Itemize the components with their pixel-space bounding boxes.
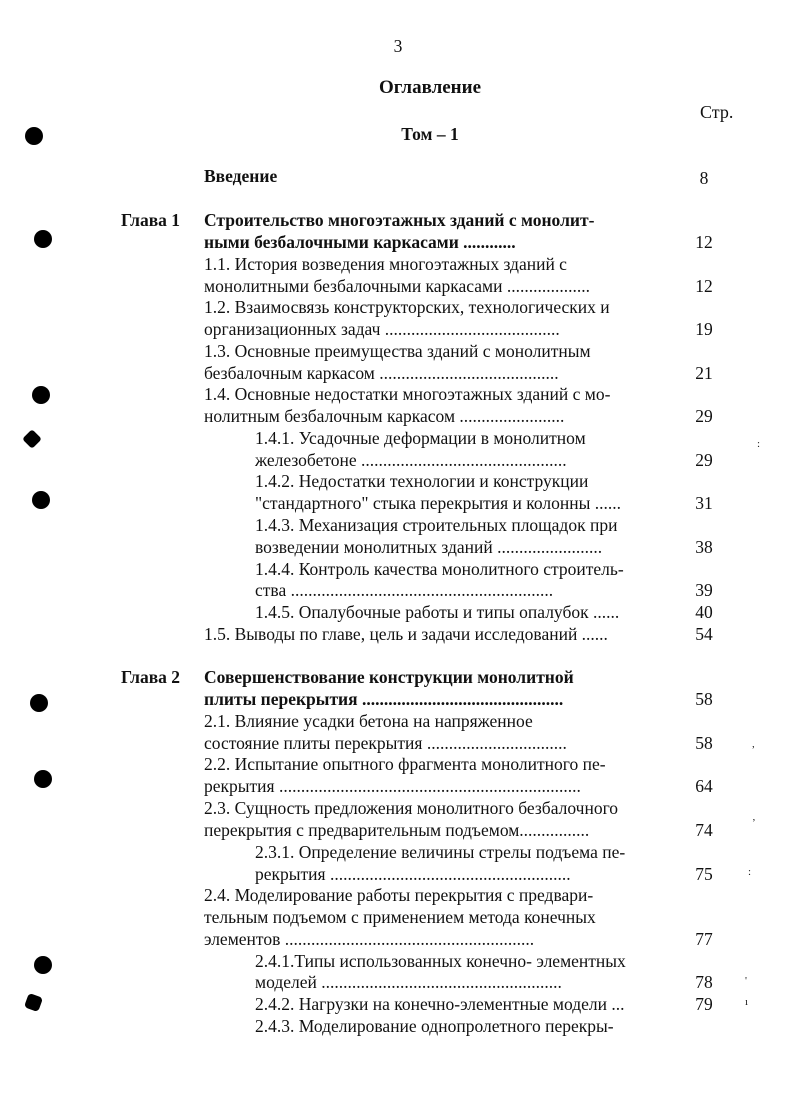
toc-entry: перекрытия с предварительным подъемом................ [204, 820, 590, 840]
toc-page: 12 [695, 232, 713, 252]
punch-hole [32, 491, 50, 509]
chapter-label: Глава 2 [121, 667, 181, 687]
toc-page: 40 [695, 602, 713, 622]
toc-page: 8 [699, 168, 709, 188]
scan-speck: ' [745, 975, 747, 987]
toc-entry: 1.2. Взаимосвязь конструкторских, технологических и [204, 297, 610, 317]
toc-subentry: возведении монолитных зданий ........................ [255, 537, 603, 557]
toc-entry: элементов ......................................................... [204, 929, 535, 949]
scan-speck: : [757, 438, 761, 450]
punch-hole [34, 770, 52, 788]
toc-subentry: 1.4.4. Контроль качества монолитного строитель- [255, 559, 624, 579]
toc-chapter-title: ными безбалочными каркасами ............ [204, 232, 516, 252]
toc-page: 64 [695, 776, 713, 796]
toc-page: 29 [695, 406, 713, 426]
toc-subentry: 1.4.1. Усадочные деформации в монолитном [255, 428, 586, 448]
toc-page: 78 [695, 972, 713, 992]
chapter-label: Глава 1 [121, 210, 181, 230]
toc-page: 58 [695, 733, 713, 753]
toc-page: 54 [695, 624, 713, 644]
toc-entry: состояние плиты перекрытия ................................ [204, 733, 567, 753]
page-column-header: Стр. [700, 102, 734, 122]
toc-subentry: железобетоне ............................................... [255, 450, 567, 470]
toc-page: 31 [695, 493, 713, 513]
toc-subentry: рекрытия ....................................................... [255, 864, 571, 884]
scan-speck: : [748, 866, 752, 878]
punch-hole [34, 230, 52, 248]
scan-speck: , [752, 738, 755, 750]
toc-subentry: 2.4.2. Нагрузки на конечно-элементные модели ... [255, 994, 625, 1014]
toc-chapter-title: Строительство многоэтажных зданий с монолит- [204, 210, 595, 230]
toc-entry: 1.5. Выводы по главе, цель и задачи исследований ...... [204, 624, 608, 644]
toc-intro: Введение [204, 166, 278, 186]
toc-page: 29 [695, 450, 713, 470]
punch-hole [34, 956, 52, 974]
toc-subentry: 2.3.1. Определение величины стрелы подъема пе- [255, 842, 626, 862]
page-title: Оглавление [378, 77, 482, 98]
toc-page: 39 [695, 580, 713, 600]
toc-subentry: 1.4.3. Механизация строительных площадок при [255, 515, 618, 535]
toc-subentry: моделей ....................................................... [255, 972, 562, 992]
toc-entry: 2.2. Испытание опытного фрагмента монолитного пе- [204, 754, 606, 774]
toc-subentry: 1.4.2. Недостатки технологии и конструкции [255, 471, 589, 491]
scan-speck: ’ [752, 817, 756, 829]
toc-entry: 2.3. Сущность предложения монолитного безбалочного [204, 798, 619, 818]
toc-subentry: ства ............................................................ [255, 580, 554, 600]
toc-page: 79 [695, 994, 713, 1014]
toc-chapter-title: Совершенствование конструкции монолитной [204, 667, 574, 687]
volume-heading: Том – 1 [401, 124, 459, 144]
punch-hole [22, 429, 42, 449]
toc-page: 58 [695, 689, 713, 709]
toc-entry: рекрытия ..................................................................... [204, 776, 581, 796]
toc-subentry: 1.4.5. Опалубочные работы и типы опалубок ...... [255, 602, 620, 622]
toc-entry: монолитными безбалочными каркасами ................... [204, 276, 590, 296]
punch-hole [30, 694, 48, 712]
toc-entry: 2.4. Моделирование работы перекрытия с предвари- [204, 885, 594, 905]
toc-subentry: 2.4.3. Моделирование однопролетного перекры- [255, 1016, 614, 1036]
toc-page: 21 [695, 363, 713, 383]
toc-entry: нолитным безбалочным каркасом ........................ [204, 406, 565, 426]
toc-page: 19 [695, 319, 713, 339]
punch-hole [24, 993, 43, 1012]
toc-entry: 1.1. История возведения многоэтажных зданий с [204, 254, 567, 274]
toc-entry: тельным подъемом с применением метода конечных [204, 907, 596, 927]
toc-page: 38 [695, 537, 713, 557]
toc-subentry: "стандартного" стыка перекрытия и колонны ...... [255, 493, 621, 513]
toc-page: 77 [695, 929, 713, 949]
toc-page: 12 [695, 276, 713, 296]
toc-entry: 2.1. Влияние усадки бетона на напряженное [204, 711, 533, 731]
punch-hole [32, 386, 50, 404]
scan-speck: ı [745, 996, 749, 1008]
punch-hole [25, 127, 43, 145]
toc-subentry: 2.4.1.Типы использованных конечно- элементных [255, 951, 626, 971]
toc-page: 74 [695, 820, 713, 840]
toc-chapter-title: плиты перекрытия .............................................. [204, 689, 564, 709]
toc-entry: безбалочным каркасом ......................................... [204, 363, 559, 383]
toc-entry: организационных задач ........................................ [204, 319, 560, 339]
toc-page: 75 [695, 864, 713, 884]
toc-entry: 1.4. Основные недостатки многоэтажных зданий с мо- [204, 384, 611, 404]
page-number: 3 [393, 36, 403, 56]
toc-entry: 1.3. Основные преимущества зданий с монолитным [204, 341, 591, 361]
